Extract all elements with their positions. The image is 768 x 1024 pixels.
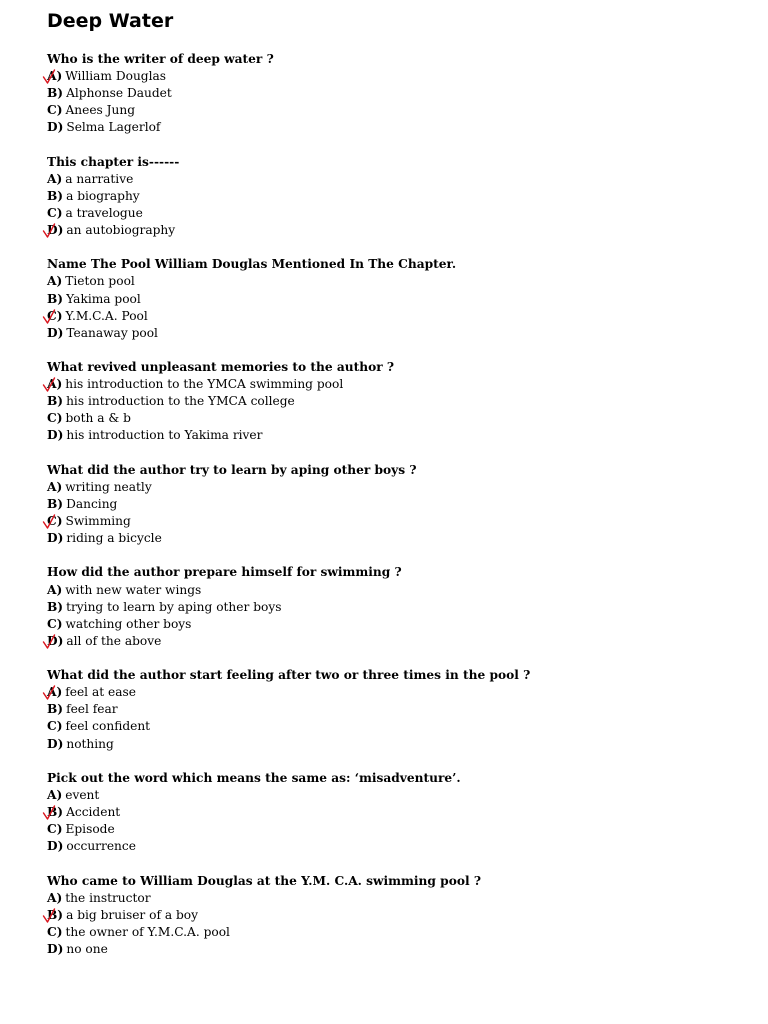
option-text: a big bruiser of a boy (66, 907, 199, 922)
option-text: feel at ease (65, 685, 136, 700)
question-block (47, 51, 747, 154)
option-text: nothing (66, 736, 114, 751)
answer-option (47, 291, 747, 308)
option-letter: D) (47, 428, 64, 443)
option-text: Episode (65, 822, 115, 837)
option-text: watching other boys (65, 616, 192, 631)
answer-option (47, 308, 747, 325)
answer-option (47, 188, 747, 205)
option-text: trying to learn by aping other boys (66, 599, 282, 614)
question-text: What did the author start feeling after two or three times in the pool ? (47, 668, 531, 683)
question-text: Pick out the word which means the same as: ‘misadventure’. (47, 770, 461, 785)
option-letter: D) (47, 325, 64, 340)
question-text: How did the author prepare himself for swimming ? (47, 565, 402, 580)
answer-option (47, 718, 747, 735)
answer-option (47, 684, 747, 701)
option-letter: C) (47, 822, 63, 837)
option-text: riding a bicycle (66, 531, 162, 546)
option-text: an autobiography (66, 223, 176, 238)
option-text: occurrence (66, 839, 136, 854)
option-letter: B) (47, 394, 64, 409)
option-text: Tieton pool (65, 274, 135, 289)
option-letter: A) (47, 685, 63, 700)
answer-option (47, 530, 747, 547)
option-text: his introduction to the YMCA swimming pool (65, 377, 344, 392)
option-text: no one (66, 941, 108, 956)
option-letter: A) (47, 479, 63, 494)
option-text: Anees Jung (65, 103, 136, 118)
answer-option (47, 907, 747, 924)
option-letter: C) (47, 616, 63, 631)
question-block (47, 256, 747, 359)
option-letter: C) (47, 514, 63, 529)
answer-option (47, 821, 747, 838)
option-letter: B) (47, 291, 64, 306)
option-letter: D) (47, 736, 64, 751)
question-text: Who is the writer of deep water ? (47, 52, 274, 66)
answer-option (47, 85, 747, 102)
option-text: with new water wings (65, 582, 202, 597)
answer-option (47, 616, 747, 633)
answer-option (47, 941, 747, 958)
option-letter: B) (47, 805, 64, 819)
answer-option (47, 171, 747, 188)
option-text: writing neatly (65, 479, 152, 494)
answer-option (47, 325, 747, 342)
option-letter: B) (47, 907, 64, 922)
option-text: William Douglas (65, 69, 167, 84)
option-text: event (65, 787, 100, 802)
option-text: a biography (66, 188, 140, 203)
option-text: his introduction to the YMCA college (66, 394, 295, 409)
document-title: Deep Water (47, 10, 174, 32)
question-text: What did the author try to learn by aping other boys ? (47, 462, 417, 477)
option-text: Swimming (65, 514, 131, 529)
answer-option (47, 599, 747, 616)
answer-option (47, 513, 747, 530)
option-letter: B) (47, 702, 64, 717)
answer-option (47, 804, 747, 821)
option-letter: D) (47, 633, 64, 648)
option-letter: A) (47, 171, 63, 186)
answer-option (47, 68, 747, 85)
question-block (47, 462, 747, 565)
question-block (47, 359, 747, 462)
option-letter: B) (47, 188, 64, 203)
option-text: the owner of Y.M.C.A. pool (65, 924, 230, 939)
answer-option (47, 119, 747, 136)
question-block (47, 770, 747, 873)
answer-option (47, 582, 747, 599)
question-list (47, 51, 747, 975)
option-text: Dancing (66, 496, 118, 511)
option-letter: B) (47, 496, 64, 511)
option-letter: B) (47, 599, 64, 614)
option-letter: C) (47, 719, 63, 734)
option-letter: A) (47, 787, 63, 802)
answer-option (47, 410, 747, 427)
option-letter: D) (47, 531, 64, 546)
question-text: Who came to William Douglas at the Y.M. C.A. swimming pool ? (47, 873, 481, 888)
question-text: Name The Pool William Douglas Mentioned In The Chapter. (47, 257, 457, 272)
answer-option (47, 838, 747, 855)
option-text: both a & b (65, 411, 131, 426)
answer-option (47, 787, 747, 804)
answer-option (47, 701, 747, 718)
option-text: Teanaway pool (66, 325, 158, 340)
option-text: Selma Lagerlof (66, 120, 161, 135)
option-letter: C) (47, 308, 63, 323)
answer-option (47, 890, 747, 907)
option-text: Alphonse Daudet (66, 86, 172, 101)
answer-option (47, 496, 747, 513)
option-letter: A) (47, 890, 63, 905)
option-letter: B) (47, 86, 64, 101)
option-letter: A) (47, 582, 63, 597)
option-letter: D) (47, 941, 64, 956)
answer-option (47, 376, 747, 393)
answer-option (47, 222, 747, 239)
option-letter: C) (47, 924, 63, 939)
answer-option (47, 427, 747, 444)
option-text: all of the above (66, 633, 162, 648)
question-block (47, 667, 747, 770)
answer-option (47, 205, 747, 222)
question-text: What revived unpleasant memories to the author ? (47, 360, 395, 375)
option-text: his introduction to Yakima river (66, 428, 263, 443)
question-block (47, 564, 747, 667)
option-letter: D) (47, 223, 64, 238)
option-text: Yakima pool (66, 291, 141, 306)
option-letter: A) (47, 377, 63, 392)
answer-option (47, 736, 747, 753)
option-text: feel confident (65, 719, 151, 734)
option-text: Accident (66, 805, 121, 819)
option-text: feel fear (66, 702, 118, 717)
option-text: the instructor (65, 890, 151, 905)
option-letter: A) (47, 274, 63, 289)
option-letter: A) (47, 69, 63, 84)
question-text: This chapter is------ (47, 154, 180, 169)
option-letter: D) (47, 839, 64, 854)
answer-option (47, 924, 747, 941)
question-block (47, 873, 747, 976)
option-letter: C) (47, 411, 63, 426)
answer-option (47, 393, 747, 410)
option-text: a travelogue (65, 205, 143, 220)
answer-option (47, 633, 747, 650)
answer-option (47, 102, 747, 119)
answer-option (47, 479, 747, 496)
option-letter: C) (47, 205, 63, 220)
option-letter: D) (47, 120, 64, 135)
option-text: a narrative (65, 171, 134, 186)
question-block (47, 154, 747, 257)
option-letter: C) (47, 103, 63, 118)
option-text: Y.M.C.A. Pool (65, 308, 148, 323)
answer-option (47, 273, 747, 290)
